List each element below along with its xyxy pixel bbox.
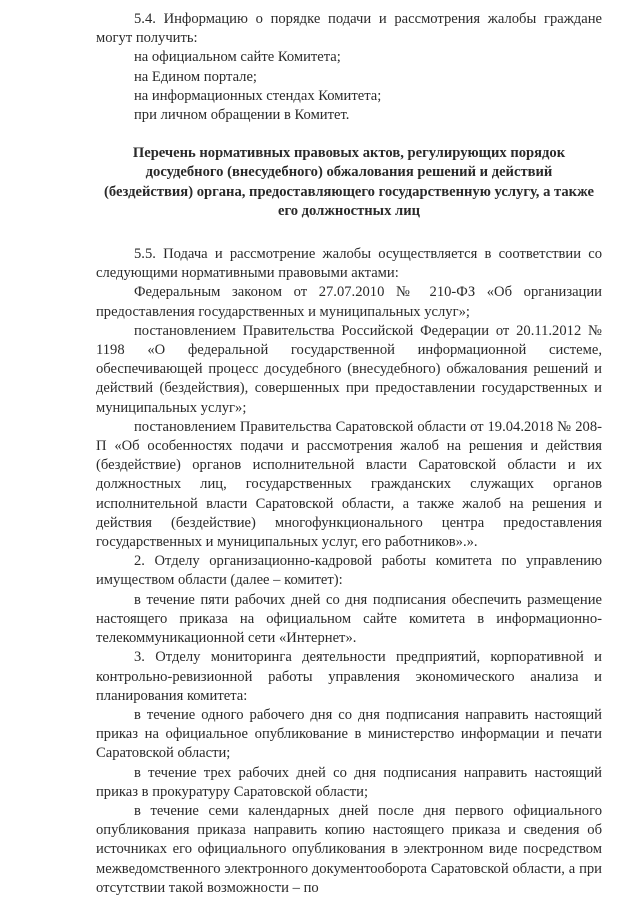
legal-act-item: Федеральным законом от 27.07.2010 № 210-ФЗ «Об организации предоставления государственных и муниципальных услуг»; — [96, 284, 602, 320]
section-5-4-intro: 5.4. Информацию о порядке подачи и рассмотрения жалобы граждане могут получить: — [96, 11, 602, 47]
list-item: при личном обращении в Комитет. — [134, 107, 350, 124]
legal-act-item: постановлением Правительства Российской Федерации от 20.11.2012 № 1198 «О федеральной государственной информационной системе, обеспечивающей процесс досудебного (внесудебного) обжалования решений и действий (бездействия), совершенных при предоставлении государственных и муниципальных услуг»; — [96, 322, 602, 416]
list-item: на официальном сайте Комитета; — [134, 49, 341, 66]
section-5-5-intro: 5.5. Подача и рассмотрение жалобы осуществляется в соответствии со следующими нормативными правовыми актами: — [96, 246, 602, 282]
item-2-intro: 2. Отделу организационно-кадровой работы комитета по управлению имуществом области (далее – комитет): — [96, 553, 602, 589]
item-3-intro: 3. Отделу мониторинга деятельности предприятий, корпоративной и контрольно-ревизионной работы управления экономического анализа и планирования комитета: — [96, 649, 602, 704]
list-item: на информационных стендах Комитета; — [134, 87, 382, 104]
item-3-task: в течение трех рабочих дней со дня подписания направить настоящий приказ в прокуратуру Саратовской области; — [96, 764, 602, 800]
item-3-task: в течение одного рабочего дня со дня подписания направить настоящий приказ на официальное опубликование в министерство информации и печати Саратовской области; — [96, 706, 602, 762]
document-page — [96, 10, 602, 898]
legal-act-item: постановлением Правительства Саратовской области от 19.04.2018 № 208-П «Об особенностях подачи и рассмотрения жалоб на решения и действия (бездействие) органов исполнительной власти Саратовской области и их должностных лиц, государственных гражданских служащих органов исполнительной власти Саратовской области, а также жалоб на решения и действия (бездействие) многофункционального центра предоставления государственных и муниципальных услуг, его работников».». — [96, 418, 602, 551]
section-heading: Перечень нормативных правовых актов, регулирующих порядок досудебного (внесудебного) обжалования решений и действий (бездействия) органа, предоставляющего государственную услугу, а также его должностных лиц — [104, 145, 594, 219]
item-2-text: в течение пяти рабочих дней со дня подписания обеспечить размещение настоящего приказа на официальном сайте комитета в информационно-телекоммуникационной сети «Интернет». — [96, 591, 602, 647]
list-item: на Едином портале; — [134, 68, 257, 85]
item-3-task: в течение семи календарных дней после дня первого официального опубликования приказа направить копию настоящего приказа и сведения об источниках его официального опубликования в электронном виде посредством межведомственного электронного документооборота Саратовской области, а при отсутствии такой возможности – по — [96, 802, 602, 896]
